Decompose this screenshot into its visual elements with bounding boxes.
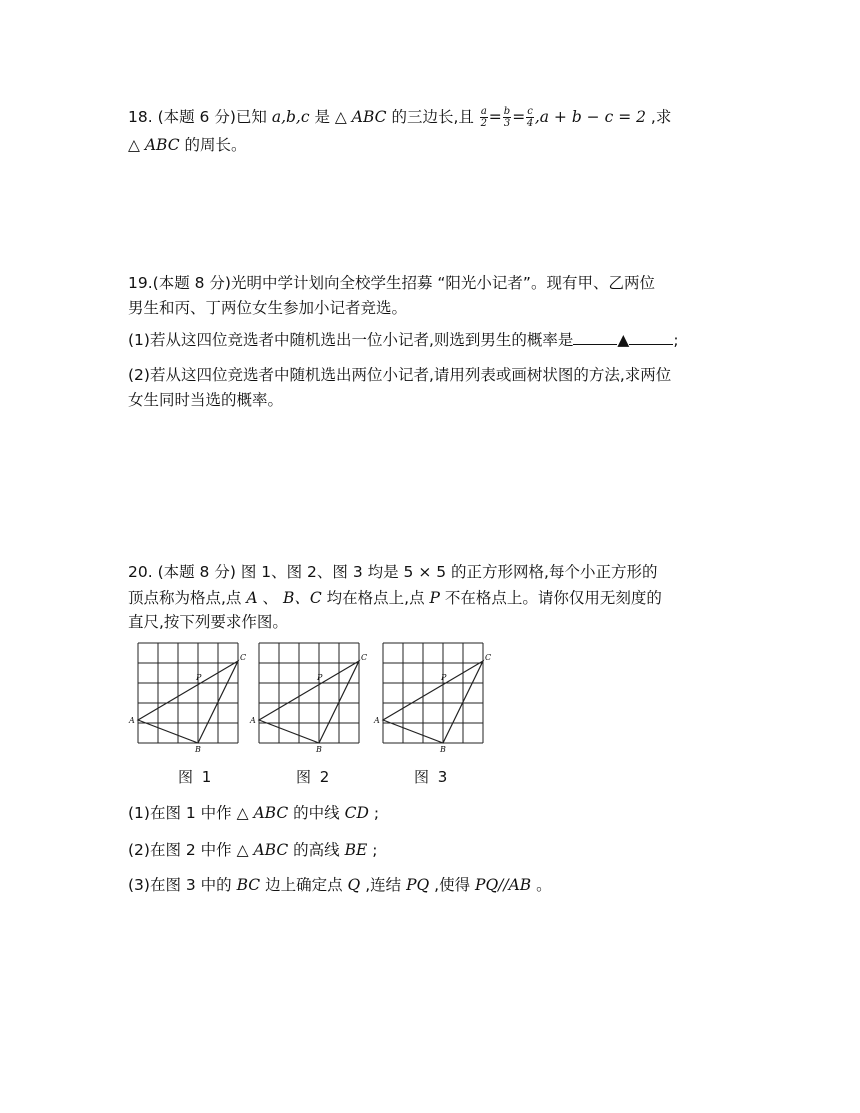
semicolon: ; bbox=[373, 804, 380, 822]
point-a-label: A bbox=[246, 589, 258, 607]
point-p-label: P bbox=[317, 673, 323, 682]
point-a-label: A bbox=[129, 716, 135, 725]
answer-blank bbox=[629, 330, 673, 345]
point-a-label: A bbox=[374, 716, 380, 725]
parallel-condition: PQ//AB bbox=[475, 876, 532, 894]
triangle-symbol: △ bbox=[334, 108, 347, 126]
point-p-label: P bbox=[429, 589, 440, 607]
point-b-label: B bbox=[195, 745, 201, 752]
equals-sign: = bbox=[512, 108, 526, 126]
task3-text: (3)在图 3 中的 bbox=[128, 876, 232, 894]
frac-den: 4 bbox=[526, 118, 534, 129]
grid-figure-1 bbox=[128, 638, 248, 752]
q18-abc: ABC bbox=[351, 108, 387, 126]
figure-3-caption: 图 3 bbox=[414, 768, 450, 786]
triangle-abc bbox=[383, 661, 483, 743]
q18-line2 bbox=[128, 135, 247, 155]
task2-text: (2)在图 2 中作 bbox=[128, 841, 232, 859]
triangle-marker-icon: ▲ bbox=[617, 331, 630, 349]
q19-line1: 19.(本题 8 分)光明中学计划向全校学生招募 “阳光小记者”。现有甲、乙两位 bbox=[128, 274, 655, 292]
point-p-label: P bbox=[196, 673, 202, 682]
q19-line2: 男生和丙、丁两位女生参加小记者竞选。 bbox=[128, 299, 408, 317]
point-b-label: B bbox=[316, 745, 322, 752]
segment-pq: PQ bbox=[406, 876, 430, 894]
answer-blank bbox=[573, 330, 617, 345]
q18-ask: ,求 bbox=[650, 108, 672, 126]
point-a-label: A bbox=[250, 716, 256, 725]
task1-text: (1)在图 1 中作 bbox=[128, 804, 232, 822]
period: 。 bbox=[536, 876, 552, 894]
q18-abc: ABC bbox=[144, 136, 180, 154]
triangle-abc bbox=[259, 661, 359, 743]
frac-den: 3 bbox=[503, 118, 511, 129]
q20-line1: 20. (本题 8 分) 图 1、图 2、图 3 均是 5 × 5 的正方形网格,每个小正方形的 bbox=[128, 563, 658, 581]
grid-figure-3 bbox=[373, 638, 493, 752]
q20-line2-text: 顶点称为格点,点 bbox=[128, 589, 242, 607]
q18-perimeter-text: 的周长。 bbox=[184, 136, 247, 154]
task2-triangle: △ ABC bbox=[236, 841, 289, 859]
segment-bc: BC bbox=[236, 876, 261, 894]
q20-line2-text-c: 不在格点上。请你仅用无刻度的 bbox=[444, 589, 662, 607]
task3-text-d: ,使得 bbox=[434, 876, 471, 894]
q20-task2 bbox=[128, 840, 377, 860]
triangle-abc bbox=[138, 661, 238, 743]
q18-label: 18. (本题 6 分)已知 bbox=[128, 108, 267, 126]
altitude-be: BE bbox=[344, 841, 368, 859]
median-cd: CD bbox=[344, 804, 369, 822]
frac-num: b bbox=[503, 106, 511, 117]
q18-line1 bbox=[128, 106, 671, 129]
fraction-c-over-4 bbox=[526, 106, 534, 129]
task3-text-b: 边上确定点 bbox=[265, 876, 343, 894]
task3-text-c: ,连结 bbox=[365, 876, 402, 894]
fraction-a-over-2 bbox=[480, 106, 488, 129]
q18-is: 是 bbox=[314, 108, 330, 126]
q18-condition: ,a + b − c = 2 bbox=[534, 108, 646, 126]
task1-text-b: 的中线 bbox=[293, 804, 340, 822]
fraction-b-over-3 bbox=[503, 106, 511, 129]
frac-num: c bbox=[527, 106, 533, 117]
semicolon: ; bbox=[673, 331, 679, 349]
q20-task1 bbox=[128, 803, 379, 823]
task1-triangle: △ ABC bbox=[236, 804, 289, 822]
grid-figure-2 bbox=[249, 638, 369, 752]
point-c-label: C bbox=[485, 653, 492, 662]
q18-vars: a,b,c bbox=[271, 108, 310, 126]
point-b-label: B bbox=[440, 745, 446, 752]
points-bc-label: B、C bbox=[282, 589, 322, 607]
point-q: Q bbox=[347, 876, 361, 894]
figure-2-caption: 图 2 bbox=[296, 768, 332, 786]
figure-1-caption: 图 1 bbox=[178, 768, 214, 786]
frac-den: 2 bbox=[480, 118, 487, 129]
semicolon: ; bbox=[372, 841, 378, 859]
q20-task3 bbox=[128, 875, 552, 895]
q19-part1-text: (1)若从这四位竞选者中随机选出一位小记者,则选到男生的概率是 bbox=[128, 331, 574, 349]
task2-text-b: 的高线 bbox=[293, 841, 340, 859]
q20-line2-text-b: 均在格点上,点 bbox=[326, 589, 425, 607]
q18-edges-text: 的三边长,且 bbox=[391, 108, 474, 126]
point-c-label: C bbox=[361, 653, 368, 662]
triangle-symbol: △ bbox=[128, 136, 140, 154]
q19-part2-line2: 女生同时当选的概率。 bbox=[128, 391, 284, 409]
equals-sign: = bbox=[488, 108, 502, 126]
point-p-label: P bbox=[441, 673, 447, 682]
q19-part1 bbox=[128, 330, 679, 350]
separator: 、 bbox=[262, 589, 279, 607]
point-c-label: C bbox=[240, 653, 247, 662]
q19-part2-line1: (2)若从这四位竞选者中随机选出两位小记者,请用列表或画树状图的方法,求两位 bbox=[128, 366, 672, 384]
q20-line2 bbox=[128, 588, 662, 608]
q20-line3: 直尺,按下列要求作图。 bbox=[128, 613, 288, 631]
frac-num: a bbox=[480, 106, 487, 117]
